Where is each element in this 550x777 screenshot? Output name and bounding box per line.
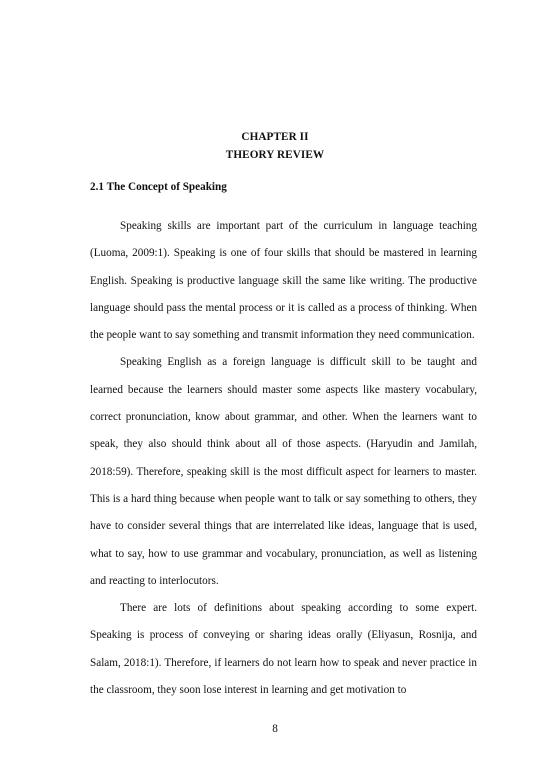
paragraph-1: Speaking skills are important part of the curriculum in language teaching (Luoma, 2009:1). Speaking is one of four skills that should be mastered in learning English. Speaking is productive language skill the same like writing. The productive language should pass the mental process or it is called as a process of thinking. When the people want to say something and transmit information they need communication.: [90, 220, 477, 342]
section-heading: 2.1 The Concept of Speaking: [90, 181, 227, 193]
chapter-title: THEORY REVIEW: [225, 149, 325, 161]
page-number: 8: [272, 723, 278, 735]
body-text: [90, 213, 477, 704]
paragraph-2: Speaking English as a foreign language is difficult skill to be taught and learned because the learners should master some aspects like mastery vocabulary, correct pronunciation, know about grammar, and other. When the learners want to speak, they also should think about all of those aspects. (Haryudin and Jamilah, 2018:59). Therefore, speaking skill is the most difficult aspect for learners to master. This is a hard thing because when people want to talk or say something to others, they have to consider several things that are interrelated like ideas, language that is used, what to say, how to use grammar and vocabulary, pronunciation, as well as listening and reacting to interlocutors.: [90, 356, 477, 587]
chapter-label: CHAPTER II: [241, 131, 309, 143]
paragraph-3: There are lots of definitions about speaking according to some expert. Speaking is process of conveying or sharing ideas orally (Eliyasun, Rosnija, and Salam, 2018:1). Therefore, if learners do not learn how to speak and never practice in the classroom, they soon lose interest in learning and get motivation to: [90, 602, 477, 697]
